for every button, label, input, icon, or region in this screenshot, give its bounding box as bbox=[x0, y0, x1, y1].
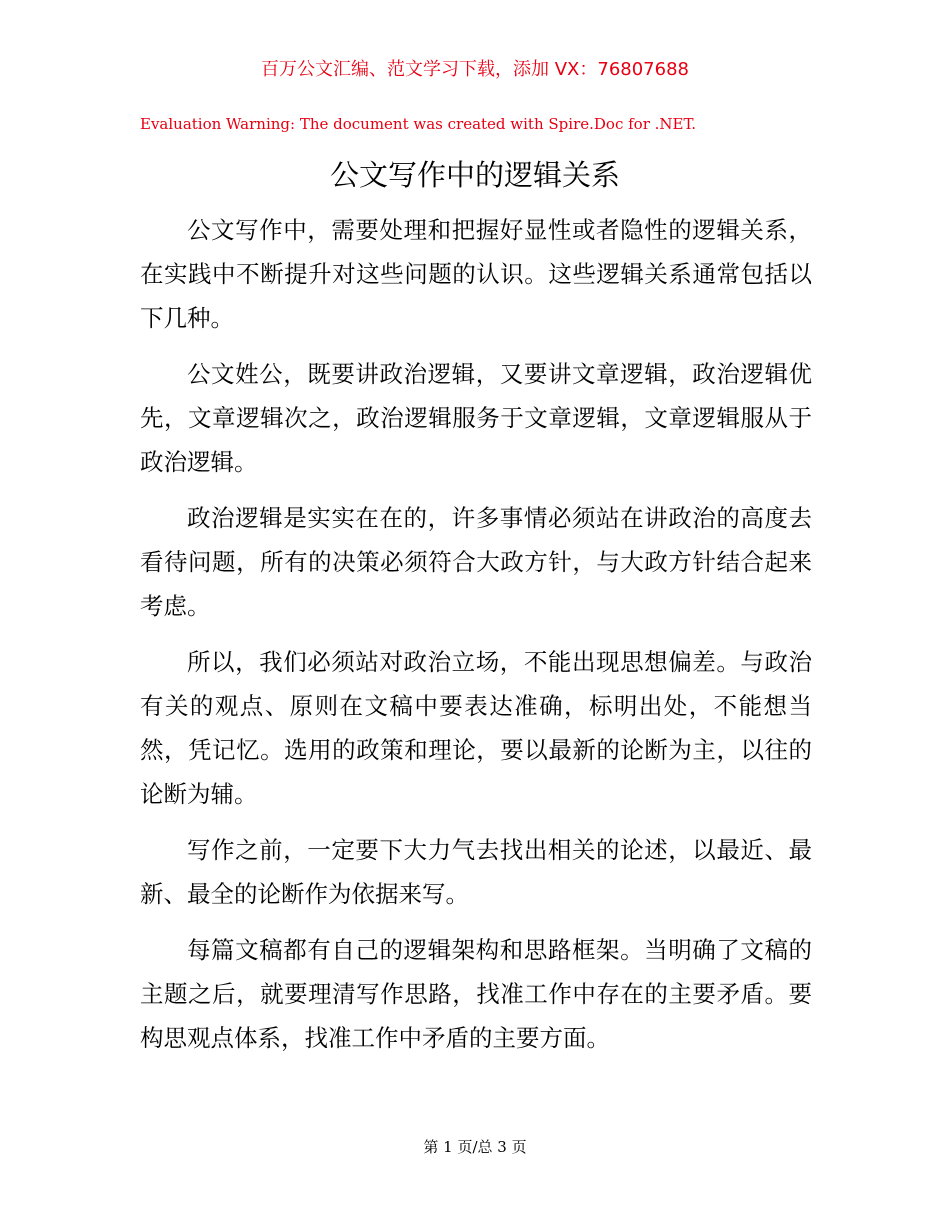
document-title: 公文写作中的逻辑关系 bbox=[329, 158, 620, 192]
paragraph-1: 公文写作中，需要处理和把握好显性或者隐性的逻辑关系，在实践中不断提升对这些问题的认识。这些逻辑关系通常包括以下几种。 bbox=[140, 216, 812, 332]
paragraph-3: 政治逻辑是实实在在的，许多事情必须站在讲政治的高度去看待问题，所有的决策必须符合大政方针，与大政方针结合起来考虑。 bbox=[140, 504, 812, 620]
header-banner: 百万公文汇编、范文学习下载，添加 VX：76807688 bbox=[261, 59, 689, 80]
evaluation-warning: Evaluation Warning: The document was created with Spire.Doc for .NET. bbox=[140, 115, 697, 133]
paragraph-6: 每篇文稿都有自己的逻辑架构和思路框架。当明确了文稿的主题之后，就要理清写作思路，找准工作中存在的主要矛盾。要构思观点体系，找准工作中矛盾的主要方面。 bbox=[140, 936, 812, 1052]
paragraph-2: 公文姓公，既要讲政治逻辑，又要讲文章逻辑，政治逻辑优先，文章逻辑次之，政治逻辑服务于文章逻辑，文章逻辑服从于政治逻辑。 bbox=[140, 360, 812, 476]
page-number-footer: 第 1 页/总 3 页 bbox=[423, 1138, 527, 1156]
paragraph-5: 写作之前，一定要下大力气去找出相关的论述，以最近、最新、最全的论断作为依据来写。 bbox=[140, 836, 812, 908]
document-body bbox=[140, 208, 812, 1072]
paragraph-4: 所以，我们必须站对政治立场，不能出现思想偏差。与政治有关的观点、原则在文稿中要表达准确，标明出处，不能想当然，凭记忆。选用的政策和理论，要以最新的论断为主，以往的论断为辅。 bbox=[140, 648, 812, 808]
